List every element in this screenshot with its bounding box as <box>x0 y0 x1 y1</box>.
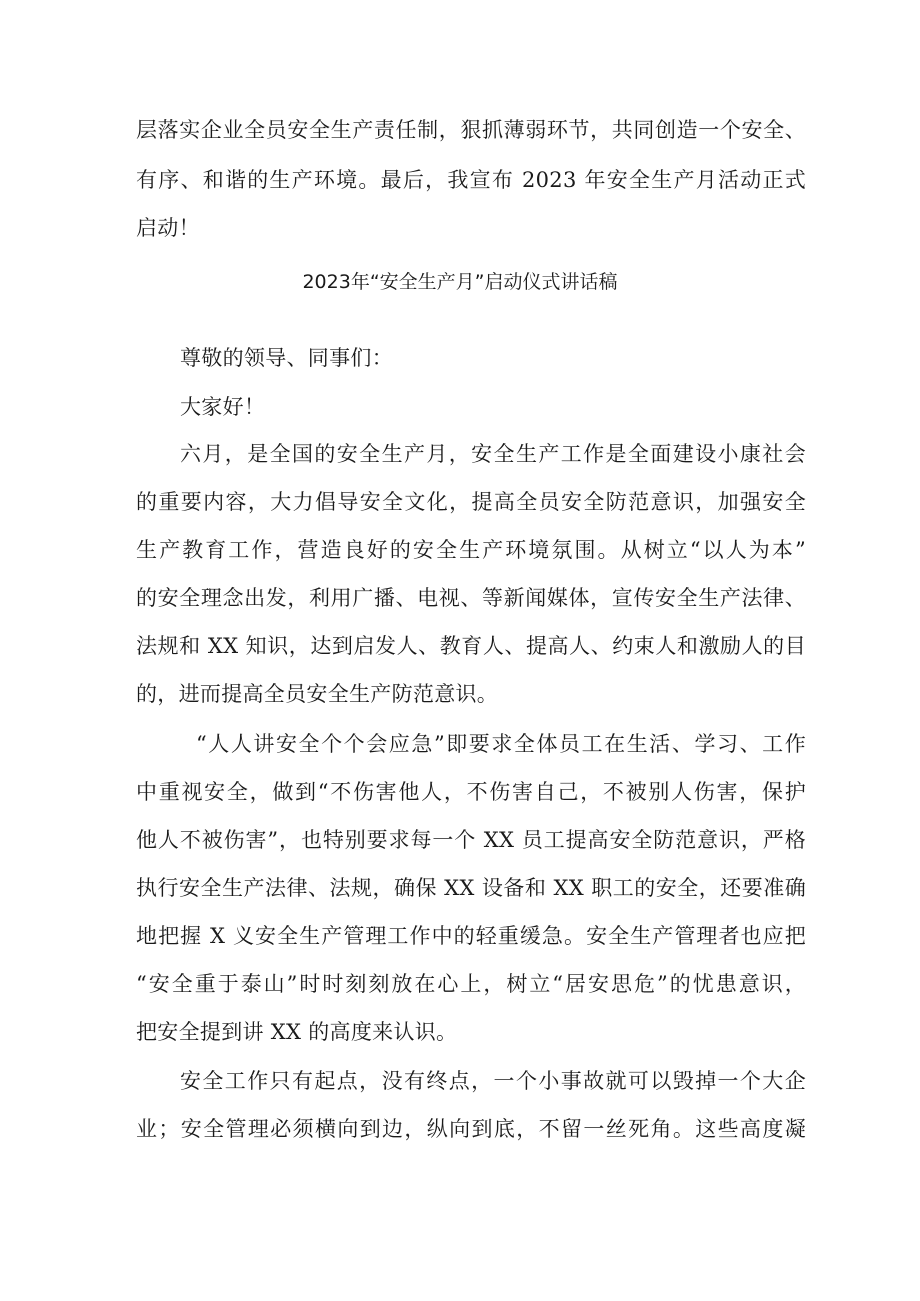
paragraph-line: 他人不被伤害”，也特别要求每一个 XX 员工提高安全防范意识，严格 <box>136 828 806 852</box>
document-title: 2023年“安全生产月”启动仪式讲话稿 <box>302 271 618 293</box>
paragraph-line: 法规和 XX 知识，达到启发人、教育人、提高人、约束人和激励人的目 <box>136 634 806 658</box>
greeting: 大家好！ <box>180 395 266 419</box>
paragraph-line: “人人讲安全个个会应急”即要求全体员工在生活、学习、工作 <box>196 732 806 756</box>
paragraph-line: 的，进而提高全员安全生产防范意识。 <box>136 682 499 706</box>
paragraph-line: 的重要内容，大力倡导安全文化，提高全员安全防范意识，加强安全 <box>136 490 806 514</box>
paragraph-line: 把安全提到讲 XX 的高度来认识。 <box>136 1020 458 1044</box>
continuation-line: 层落实企业全员安全生产责任制，狠抓薄弱环节，共同创造一个安全、 <box>136 118 806 142</box>
paragraph-line: 地把握 X 义安全生产管理工作中的轻重缓急。安全生产管理者也应把 <box>136 924 806 948</box>
paragraph-line: 业；安全管理必须横向到边，纵向到底，不留一丝死角。这些高度凝 <box>136 1117 806 1141</box>
paragraph-line: “安全重于泰山”时时刻刻放在心上，树立“居安思危”的忧患意识， <box>136 972 806 996</box>
paragraph-line: 中重视安全，做到“不伤害他人，不伤害自己，不被别人伤害，保护 <box>136 780 806 804</box>
paragraph-line: 安全工作只有起点，没有终点，一个小事故就可以毁掉一个大企 <box>180 1069 806 1093</box>
continuation-line: 有序、和谐的生产环境。最后，我宣布 2023 年安全生产月活动正式 <box>136 168 806 192</box>
continuation-line: 启动！ <box>136 216 200 240</box>
paragraph-line: 执行安全生产法律、法规，确保 XX 设备和 XX 职工的安全，还要准确 <box>136 876 806 900</box>
paragraph-line: 六月，是全国的安全生产月，安全生产工作是全面建设小康社会 <box>180 442 806 466</box>
salutation: 尊敬的领导、同事们： <box>180 346 393 370</box>
paragraph-line: 的安全理念出发，利用广播、电视、等新闻媒体，宣传安全生产法律、 <box>136 586 806 610</box>
paragraph-line: 生产教育工作，营造良好的安全生产环境氛围。从树立“以人为本” <box>136 538 806 562</box>
